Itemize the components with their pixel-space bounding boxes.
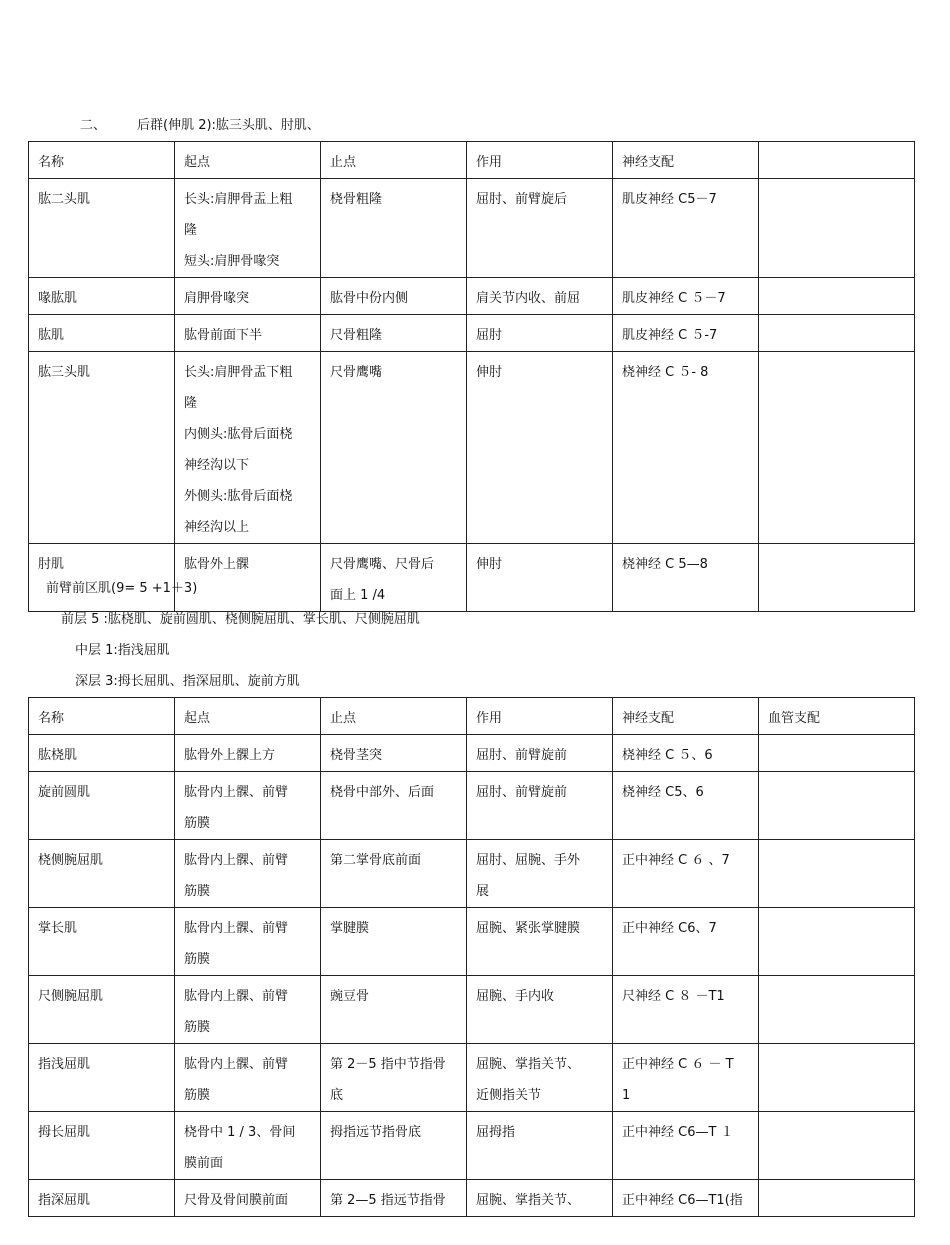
table-cell [613,908,759,976]
table-cell [759,315,915,352]
cell-line: 拇指远节指骨底 [330,1125,422,1140]
table-cell [613,1180,759,1217]
column-header: 神经支配 [613,698,759,735]
cell-line: 掌长肌 [38,921,78,936]
table-cell [175,544,321,612]
column-header: 神经支配 [613,142,759,179]
table-cell [321,735,467,772]
cell-line: 肱骨外上髁 [184,557,250,572]
table-cell [175,1112,321,1180]
table-cell [759,976,915,1044]
column-header [759,142,915,179]
table-cell [759,772,915,840]
cell-line: 屈腕、掌指关节、 [476,1193,581,1208]
cell-line [768,549,905,580]
cell-line: 尺骨鹰嘴、尺骨后 [330,557,435,572]
table-cell [321,772,467,840]
cell-line: 豌豆骨 [330,989,370,1004]
table-cell [321,315,467,352]
table-cell [759,352,915,544]
column-header: 起点 [175,142,321,179]
cell-line: 肱二头肌 [38,192,91,207]
cell-line: 肱骨内上髁、前臂 [184,853,289,868]
column-header: 作用 [467,142,613,179]
cell-line [768,1117,905,1148]
table-cell [759,1112,915,1180]
table-cell [29,1180,175,1217]
table-cell [175,976,321,1044]
table-row [29,1180,915,1217]
cell-line: 肌皮神经 C5－7 [622,192,717,207]
cell-line: 屈拇指 [476,1125,516,1140]
table-cell [29,908,175,976]
cell-line: 桡神经 C ５、6 [622,748,713,763]
cell-line: 屈腕、手内收 [476,989,555,1004]
table-cell [613,976,759,1044]
cell-line [768,1049,905,1080]
cell-line: 内侧头:肱骨后面桡 [184,427,293,442]
table-cell [29,772,175,840]
table-cell [321,352,467,544]
column-header: 名称 [29,142,175,179]
table-cell [175,1180,321,1217]
table-row [29,544,915,612]
cell-line: 屈肘、前臂旋前 [476,785,568,800]
cell-line: 桡侧腕屈肌 [38,853,104,868]
anterior-forearm-muscle-table [28,697,915,1217]
table-cell [175,179,321,278]
table-cell [29,179,175,278]
table-row [29,840,915,908]
cell-line: 屈肘、屈腕、手外 [476,853,581,868]
forearm-layer-middle: 中层 1:指浅屈肌 [75,643,170,658]
section-number: 二、 [80,118,107,133]
table-cell [613,315,759,352]
posterior-arm-muscle-table [28,141,915,612]
cell-line: 屈肘 [476,328,503,343]
table-cell [321,179,467,278]
column-header: 止点 [321,698,467,735]
column-header: 作用 [467,698,613,735]
table-cell [759,840,915,908]
table-cell [467,840,613,908]
cell-line: 正中神经 C6—T １ [622,1125,734,1140]
cell-line: 肱骨前面下半 [184,328,263,343]
table-cell [467,179,613,278]
table-cell [759,544,915,612]
table-cell [29,352,175,544]
cell-line: 掌腱膜 [330,921,370,936]
table-cell [613,840,759,908]
table-cell [467,772,613,840]
cell-line: 长头:肩胛骨盂上粗 [184,192,293,207]
cell-line [768,1185,905,1216]
cell-line: 正中神经 C6—T1(指 [622,1193,743,1208]
table-row [29,1044,915,1112]
cell-line [768,184,905,215]
table-cell [613,1044,759,1112]
table-cell [613,179,759,278]
cell-line: 拇长屈肌 [38,1125,91,1140]
table-cell [759,1180,915,1217]
cell-line [768,357,905,388]
table-row [29,976,915,1044]
table-cell [175,840,321,908]
table-cell [175,1044,321,1112]
table-cell [613,735,759,772]
table-cell [467,1044,613,1112]
column-header: 血管支配 [759,698,915,735]
cell-line: 指深屈肌 [38,1193,91,1208]
column-header: 起点 [175,698,321,735]
table-cell [175,735,321,772]
table-cell [613,544,759,612]
table-cell [321,1112,467,1180]
table-row [29,179,915,278]
table-row [29,352,915,544]
cell-line: 肩关节内收、前屈 [476,291,581,306]
forearm-layer-deep: 深层 3:拇长屈肌、指深屈肌、旋前方肌 [75,674,300,689]
cell-line: 第二掌骨底前面 [330,853,422,868]
cell-line: 指浅屈肌 [38,1057,91,1072]
cell-line: 长头:肩胛骨盂下粗 [184,365,293,380]
table-cell [29,1044,175,1112]
cell-line: 正中神经 C6、7 [622,921,717,936]
cell-line: 膜前面 [184,1156,224,1171]
cell-line: 尺侧腕屈肌 [38,989,104,1004]
cell-line: 桡神经 C5、6 [622,785,704,800]
cell-line: 筋膜 [184,952,211,967]
table-cell [321,908,467,976]
table-cell [759,179,915,278]
cell-line: 尺神经 C ８ －T1 [622,989,725,1004]
cell-line [768,913,905,944]
table-cell [467,315,613,352]
table-cell [759,1044,915,1112]
table-cell [467,735,613,772]
cell-line: 旋前圆肌 [38,785,91,800]
table-cell [759,735,915,772]
table-cell [759,278,915,315]
table-cell [321,976,467,1044]
table-row [29,908,915,976]
table-cell [29,1112,175,1180]
cell-line [768,740,905,771]
table-cell [467,1112,613,1180]
table-cell [759,908,915,976]
cell-line: 喙肱肌 [38,291,78,306]
table-cell [613,352,759,544]
table-cell [467,976,613,1044]
cell-line: 展 [476,884,490,899]
table-cell [29,544,175,612]
cell-line: 桡骨茎突 [330,748,383,763]
cell-line: 肱三头肌 [38,365,91,380]
table-cell [175,772,321,840]
cell-line: 尺骨及骨间膜前面 [184,1193,289,1208]
cell-line: 肘肌 [38,557,65,572]
cell-line: 屈肘、前臂旋前 [476,748,568,763]
cell-line: 肌皮神经 C ５-7 [622,328,718,343]
cell-line: 肌皮神经 C ５－7 [622,291,726,306]
cell-line: 肱骨内上髁、前臂 [184,989,289,1004]
cell-line: 神经沟以上 [184,520,250,535]
cell-line: 底 [330,1088,344,1103]
cell-line [768,845,905,876]
table-cell [467,544,613,612]
cell-line: 1 [622,1088,631,1103]
cell-line: 桡骨粗隆 [330,192,383,207]
table-cell [613,772,759,840]
cell-line: 屈腕、紧张掌腱膜 [476,921,581,936]
cell-line: 近侧指关节 [476,1088,542,1103]
cell-line: 屈腕、掌指关节、 [476,1057,581,1072]
cell-line: 肱肌 [38,328,65,343]
cell-line: 桡神经 C 5—8 [622,557,708,572]
cell-line: 外侧头:肱骨后面桡 [184,489,293,504]
cell-line: 肱骨内上髁、前臂 [184,921,289,936]
table-cell [29,976,175,1044]
cell-line: 伸肘 [476,557,503,572]
cell-line: 正中神经 C ６ － T [622,1057,734,1072]
table-cell [29,735,175,772]
table-cell [321,1180,467,1217]
table-cell [175,908,321,976]
cell-line: 短头:肩胛骨喙突 [184,254,280,269]
table-cell [467,278,613,315]
cell-line [768,777,905,808]
table-cell [613,278,759,315]
table-cell [175,278,321,315]
cell-line: 筋膜 [184,1088,211,1103]
cell-line [768,981,905,1012]
table-cell [175,352,321,544]
cell-line: 肱骨外上髁上方 [184,748,276,763]
table-cell [467,908,613,976]
table-cell [321,278,467,315]
forearm-title: 前臂前区肌(9= 5 +1＋3) [46,581,198,596]
cell-line: 肱骨中份内侧 [330,291,409,306]
table-row [29,772,915,840]
cell-line: 筋膜 [184,884,211,899]
table-cell [467,352,613,544]
table-cell [29,840,175,908]
table-cell [321,1044,467,1112]
cell-line [768,283,905,314]
table-cell [175,315,321,352]
table-row [29,278,915,315]
header-row [29,698,915,735]
cell-line: 肱骨内上髁、前臂 [184,785,289,800]
cell-line: 桡骨中 1 / 3、骨间 [184,1125,296,1140]
cell-line: 桡骨中部外、后面 [330,785,435,800]
cell-line: 隆 [184,223,198,238]
table-cell [321,544,467,612]
cell-line: 屈肘、前臂旋后 [476,192,568,207]
cell-line: 筋膜 [184,816,211,831]
cell-line: 面上 1 /4 [330,588,386,603]
cell-line: 筋膜 [184,1020,211,1035]
header-row [29,142,915,179]
cell-line: 伸肘 [476,365,503,380]
section-heading: 后群(伸肌 2):肱三头肌、肘肌、 [137,118,320,133]
cell-line: 隆 [184,396,198,411]
table-cell [29,278,175,315]
cell-line: 尺骨粗隆 [330,328,383,343]
column-header: 止点 [321,142,467,179]
table-row [29,735,915,772]
cell-line: 神经沟以下 [184,458,250,473]
cell-line: 正中神经 C ６ 、7 [622,853,730,868]
cell-line: 尺骨鹰嘴 [330,365,383,380]
table-cell [613,1112,759,1180]
cell-line [768,320,905,351]
table-cell [467,1180,613,1217]
cell-line: 肱骨内上髁、前臂 [184,1057,289,1072]
table-row [29,1112,915,1180]
table-cell [321,840,467,908]
table-cell [29,315,175,352]
cell-line: 第 2—5 指远节指骨 [330,1193,446,1208]
table-row [29,315,915,352]
column-header: 名称 [29,698,175,735]
cell-line: 桡神经 C ５- 8 [622,365,709,380]
forearm-layer-superficial: 前层 5 :肱桡肌、旋前圆肌、桡侧腕屈肌、掌长肌、尺侧腕屈肌 [61,612,420,627]
cell-line: 肩胛骨喙突 [184,291,250,306]
cell-line: 第 2－5 指中节指骨 [330,1057,446,1072]
cell-line: 肱桡肌 [38,748,78,763]
